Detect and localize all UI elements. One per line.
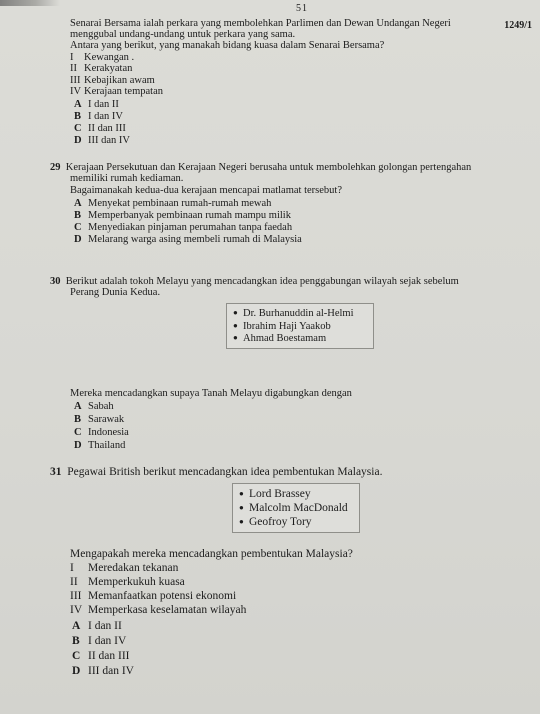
- q31-item-num: I: [70, 562, 74, 574]
- box-item-text: Ibrahim Haji Yaakob: [243, 320, 331, 332]
- box-item-text: Dr. Burhanuddin al-Helmi: [243, 308, 354, 319]
- page-number: 51: [296, 3, 308, 14]
- option-letter: B: [74, 210, 82, 221]
- option-text: I dan IV: [88, 111, 123, 122]
- box-item-text: Lord Brassey: [249, 488, 311, 500]
- option-text: Sarawak: [88, 414, 125, 425]
- q30-option-a[interactable]: [74, 401, 114, 412]
- option-letter: D: [74, 135, 82, 146]
- q31-item-4: [70, 604, 246, 617]
- q30-option-b[interactable]: [74, 414, 124, 425]
- option-letter: A: [74, 99, 82, 110]
- q31-option-a[interactable]: [72, 620, 122, 633]
- q29-option-d[interactable]: [74, 234, 302, 245]
- q30-option-d[interactable]: [74, 440, 125, 451]
- q30-stem-text: Berikut adalah tokoh Melayu yang mencadangkan idea penggabungan wilayah sejak sebelum: [65, 276, 459, 287]
- q28-question: Antara yang berikut, yang manakah bidang kuasa dalam Senarai Bersama?: [70, 40, 385, 51]
- option-text: Memperbanyak pembinaan rumah mampu milik: [88, 210, 291, 221]
- option-text: Menyekat pembinaan rumah-rumah mewah: [88, 198, 272, 209]
- box-item: [239, 515, 353, 529]
- box-item-text: Ahmad Boestamam: [243, 333, 327, 344]
- q31-item-num: II: [70, 576, 78, 588]
- q28-item-text: Kebajikan awam: [84, 75, 155, 86]
- q31-item-3: [70, 590, 236, 603]
- bullet-icon: ●: [239, 489, 244, 498]
- option-letter: B: [74, 414, 82, 425]
- option-text: Sabah: [88, 401, 114, 412]
- q29-option-c[interactable]: [74, 222, 292, 233]
- option-text: III dan IV: [88, 665, 134, 677]
- option-text: II dan III: [88, 650, 130, 662]
- q30-stem-line1: [50, 276, 459, 287]
- q28-item-num: I: [70, 52, 74, 63]
- option-text: I dan IV: [88, 635, 127, 647]
- q31-item-text: Memanfaatkan potensi ekonomi: [88, 590, 237, 602]
- q29-option-a[interactable]: [74, 198, 271, 209]
- q30-figures-box: [226, 303, 374, 349]
- option-text: I dan II: [88, 620, 122, 632]
- q31-item-1: [70, 562, 178, 575]
- bullet-icon: ●: [239, 503, 244, 512]
- q31-option-c[interactable]: [72, 650, 130, 663]
- page-fold-shadow: [0, 0, 60, 6]
- q28-item-1: [70, 52, 134, 63]
- box-item: [239, 501, 353, 515]
- q31-officials-box: [232, 483, 360, 533]
- q28-option-d[interactable]: [74, 135, 130, 146]
- q31-item-2: [70, 576, 185, 589]
- bullet-icon: ●: [233, 308, 238, 317]
- q29-question: Bagaimanakah kedua-dua kerajaan mencapai matlamat tersebut?: [70, 185, 342, 196]
- option-text: Indonesia: [88, 427, 129, 438]
- question-number: 30: [50, 276, 61, 287]
- option-letter: C: [72, 650, 81, 662]
- option-letter: C: [74, 123, 82, 134]
- box-item: [233, 320, 367, 333]
- option-letter: C: [74, 222, 82, 233]
- q28-option-a[interactable]: [74, 99, 119, 110]
- option-letter: C: [74, 427, 82, 438]
- q30-option-c[interactable]: [74, 427, 129, 438]
- box-item: [233, 332, 367, 345]
- q31-option-b[interactable]: [72, 635, 126, 648]
- option-letter: A: [74, 401, 82, 412]
- box-item: [233, 307, 367, 320]
- q29-stem-text: Kerajaan Persekutuan dan Kerajaan Negeri berusaha untuk membolehkan golongan pertengahan: [65, 162, 472, 173]
- option-text: Melarang warga asing membeli rumah di Malaysia: [88, 234, 302, 245]
- q31-question: Mengapakah mereka mencadangkan pembentukan Malaysia?: [70, 548, 353, 560]
- option-letter: A: [72, 620, 81, 632]
- q28-item-text: Kerakyatan: [84, 63, 133, 74]
- q29-option-b[interactable]: [74, 210, 291, 221]
- bullet-icon: ●: [233, 333, 238, 342]
- q28-item-num: III: [70, 75, 81, 86]
- question-number: 31: [50, 466, 62, 478]
- q28-item-text: Kewangan .: [84, 52, 135, 63]
- q31-stem-text: Pegawai British berikut mencadangkan idea pembentukan Malaysia.: [67, 466, 383, 478]
- option-text: III dan IV: [88, 135, 130, 146]
- q31-item-num: IV: [70, 604, 83, 616]
- question-number: 29: [50, 162, 61, 173]
- q28-item-2: [70, 63, 132, 74]
- option-text: I dan II: [88, 99, 119, 110]
- q31-item-num: III: [70, 590, 82, 602]
- q28-item-text: Kerajaan tempatan: [84, 86, 163, 97]
- option-text: II dan III: [88, 123, 126, 134]
- q28-item-3: [70, 75, 155, 86]
- q28-item-4: [70, 86, 163, 97]
- q28-option-c[interactable]: [74, 123, 126, 134]
- q31-item-text: Meredakan tekanan: [88, 562, 179, 574]
- q31-item-text: Memperkukuh kuasa: [88, 576, 185, 588]
- option-text: Thailand: [88, 440, 126, 451]
- option-letter: B: [74, 111, 82, 122]
- option-letter: D: [74, 234, 82, 245]
- paper-code: 1249/1: [504, 20, 532, 31]
- q28-option-b[interactable]: [74, 111, 123, 122]
- q30-stem-line2: Perang Dunia Kedua.: [70, 287, 161, 298]
- q29-stem-line1: [50, 162, 471, 173]
- q31-stem: [50, 466, 382, 479]
- q31-item-text: Memperkasa keselamatan wilayah: [88, 604, 247, 616]
- q29-stem-line2: memiliki rumah kediaman.: [70, 173, 184, 184]
- q31-option-d[interactable]: [72, 665, 134, 678]
- option-letter: D: [74, 440, 82, 451]
- box-item: [239, 487, 353, 501]
- q30-question: Mereka mencadangkan supaya Tanah Melayu digabungkan dengan: [70, 388, 352, 399]
- option-letter: A: [74, 198, 82, 209]
- option-text: Menyediakan pinjaman perumahan tanpa faedah: [88, 222, 293, 233]
- bullet-icon: ●: [239, 517, 244, 526]
- box-item-text: Geofroy Tory: [249, 516, 312, 528]
- bullet-icon: ●: [233, 320, 238, 330]
- box-item-text: Malcolm MacDonald: [249, 502, 348, 514]
- q28-stem-line1: Senarai Bersama ialah perkara yang membolehkan Parlimen dan Dewan Undangan Negeri: [70, 18, 451, 29]
- option-letter: B: [72, 635, 80, 647]
- q28-stem-line2: menggubal undang-undang untuk perkara yang sama.: [70, 29, 296, 40]
- q28-item-num: II: [70, 63, 77, 74]
- q28-item-num: IV: [70, 86, 82, 97]
- option-letter: D: [72, 665, 81, 677]
